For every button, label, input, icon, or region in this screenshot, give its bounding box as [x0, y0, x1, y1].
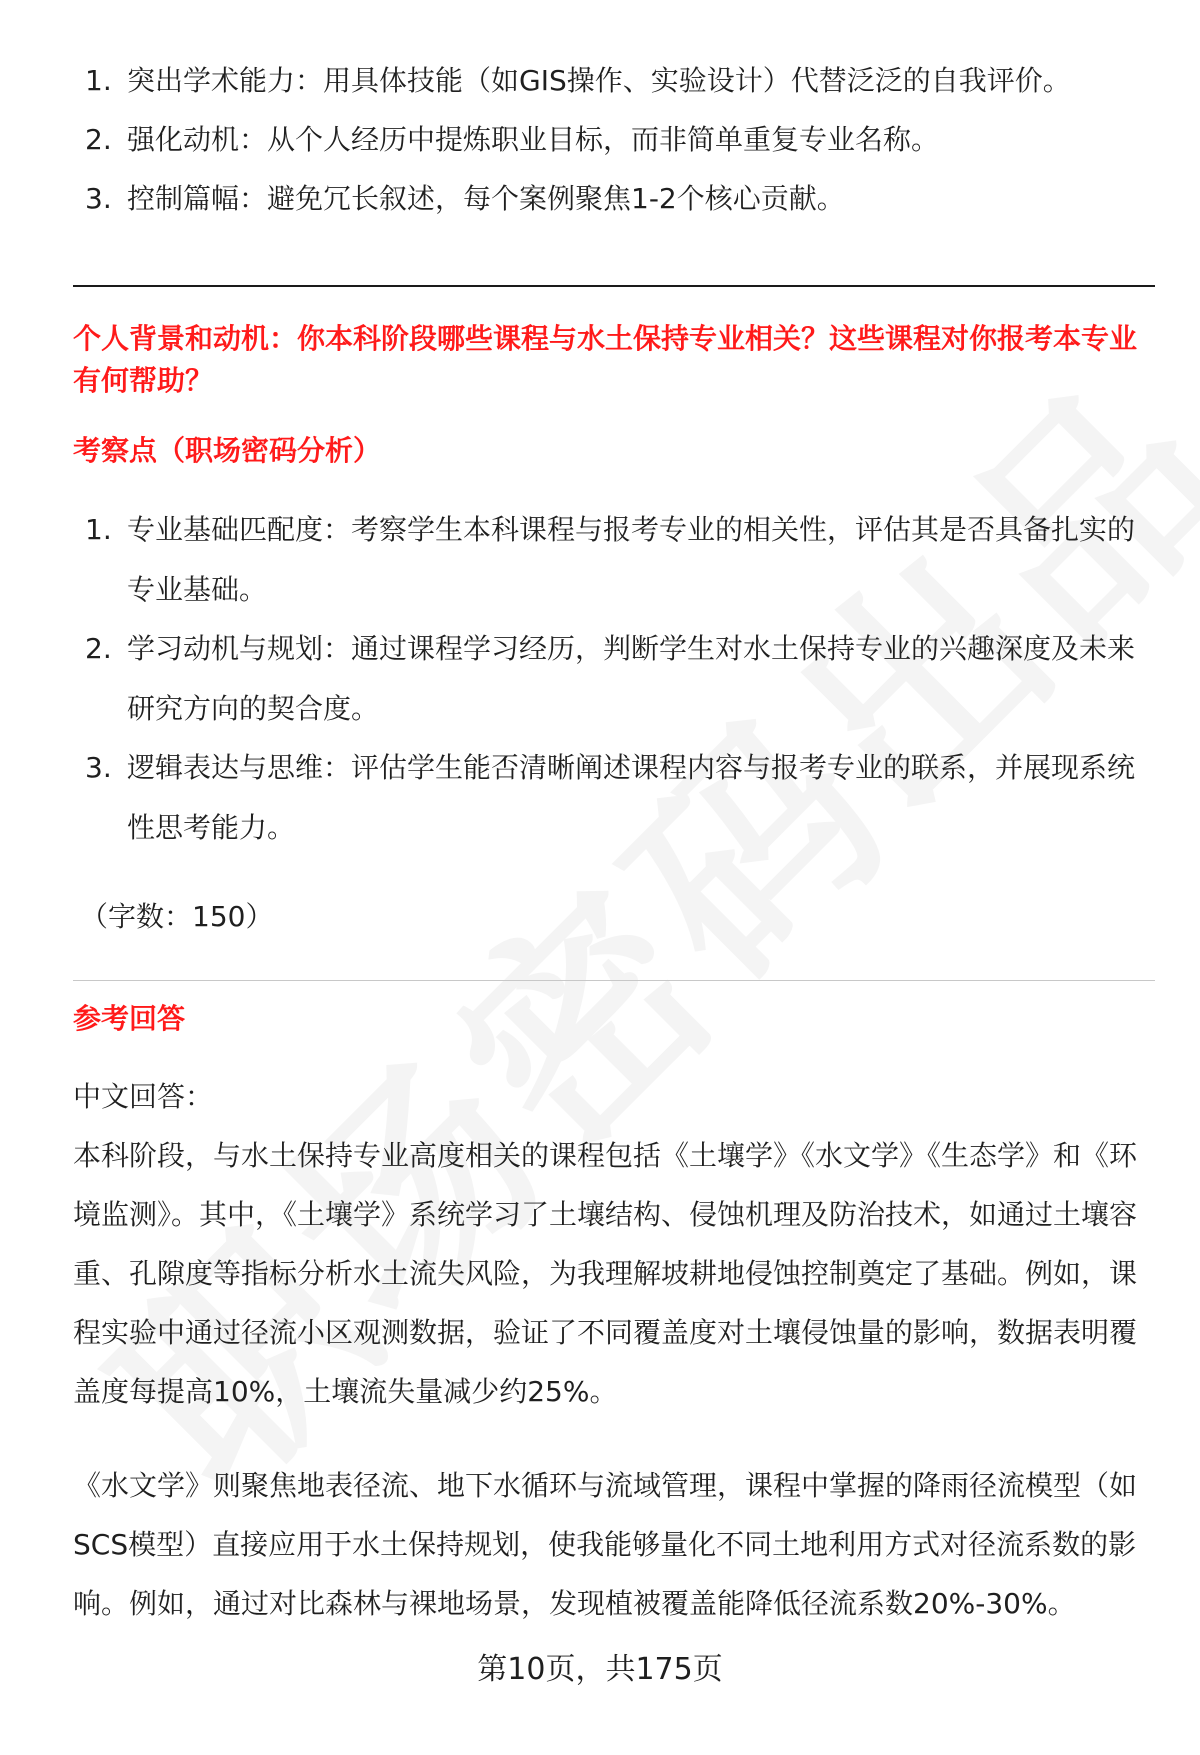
word-count: （字数：150） [80, 900, 274, 933]
list-item [85, 500, 1145, 620]
list-text: 学习动机与规划：通过课程学习经历，判断学生对水土保持专业的兴趣深度及未来研究方向的契合度。 [127, 632, 1136, 725]
focus-heading: 考察点（职场密码分析） [73, 434, 382, 467]
section-divider [73, 285, 1155, 287]
list-item [85, 110, 1145, 170]
page-number: 第10页，共175页 [477, 1652, 723, 1687]
list-text: 突出学术能力：用具体技能（如GIS操作、实验设计）代替泛泛的自我评价。 [127, 64, 1071, 97]
answer-paragraph: 本科阶段，与水土保持专业高度相关的课程包括《土壤学》《水文学》《生态学》和《环境监测》。其中，《土壤学》系统学习了土壤结构、侵蚀机理及防治技术，如通过土壤容重、孔隙度等指标分析水土流失风险，为我理解坡耕地侵蚀控制奠定了基础。例如，课程实验中通过径流小区观测数据，验证了不同覆盖度对土壤侵蚀量的影响，数据表明覆盖度每提高10%，土壤流失量减少约25%。 [73, 1139, 1138, 1408]
list-number: 1. [85, 513, 112, 546]
list-text: 控制篇幅：避免冗长叙述，每个案例聚焦1-2个核心贡献。 [127, 182, 845, 215]
list-text: 逻辑表达与思维：评估学生能否清晰阐述课程内容与报考专业的联系，并展现系统性思考能力。 [127, 751, 1136, 844]
list-item [85, 738, 1145, 858]
list-item [85, 619, 1145, 739]
page-footer [0, 1650, 1200, 1690]
list-item [85, 51, 1145, 111]
answer-paragraph: 《水文学》则聚焦地表径流、地下水循环与流域管理，课程中掌握的降雨径流模型（如SCS模型）直接应用于水土保持规划，使我能够量化不同土地利用方式对径流系数的影响。例如，通过对比森林与裸地场景，发现植被覆盖能降低径流系数20%-30%。 [73, 1469, 1138, 1620]
question-title: 个人背景和动机：你本科阶段哪些课程与水土保持专业相关？这些课程对你报考本专业有何帮助？ [73, 322, 1138, 397]
list-number: 3. [85, 182, 112, 215]
list-number: 1. [85, 64, 112, 97]
answer-label: 中文回答： [73, 1080, 214, 1113]
section-divider [73, 980, 1155, 981]
list-item [85, 169, 1145, 229]
list-text: 专业基础匹配度：考察学生本科课程与报考专业的相关性，评估其是否具备扎实的专业基础。 [127, 513, 1136, 606]
list-number: 2. [85, 632, 112, 665]
list-text: 强化动机：从个人经历中提炼职业目标，而非简单重复专业名称。 [127, 123, 940, 156]
answer-heading: 参考回答 [73, 1002, 186, 1035]
list-number: 3. [85, 751, 112, 784]
list-number: 2. [85, 123, 112, 156]
